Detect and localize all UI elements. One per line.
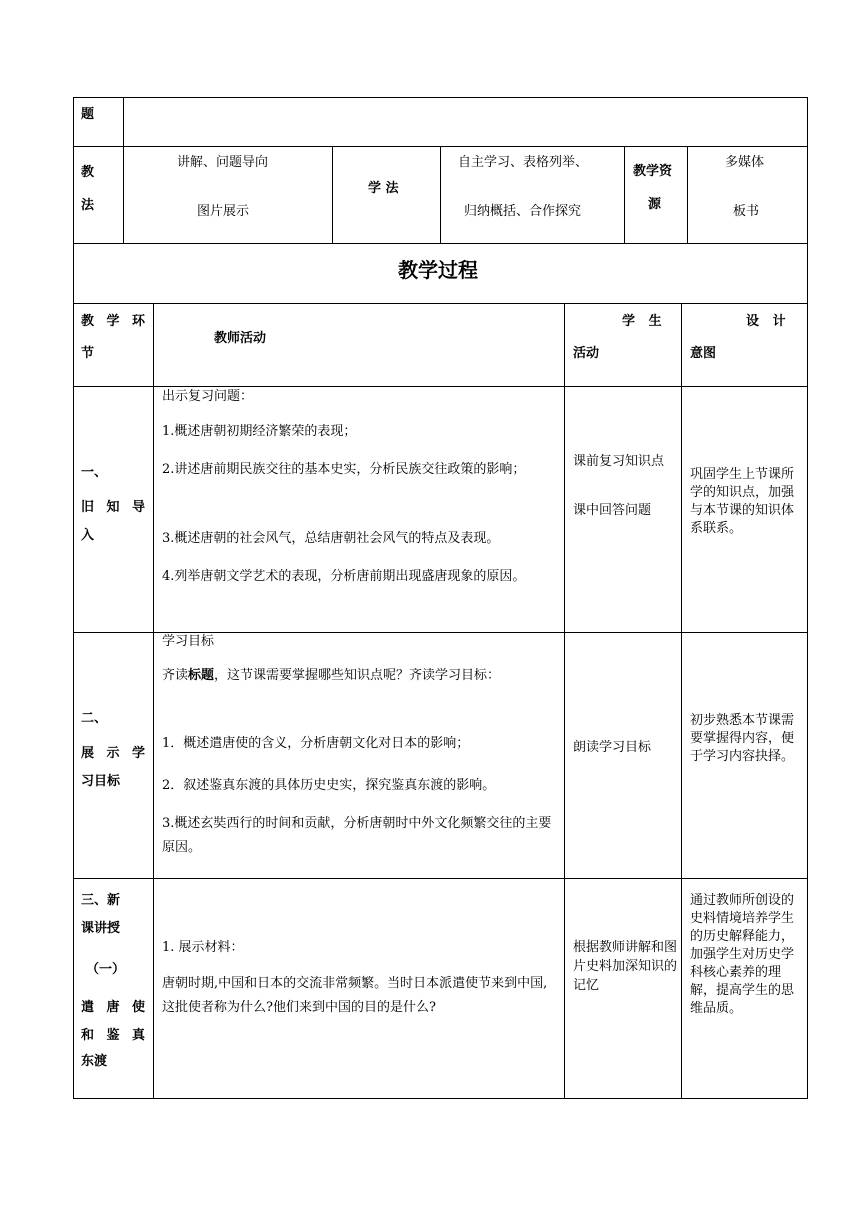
table-border-left xyxy=(73,97,74,1099)
title-label: 题 xyxy=(81,107,95,122)
teach-method-label-fa: 法 xyxy=(81,198,95,213)
section3-student-line1: 根据教师讲解和图片史料加深知识的记忆 xyxy=(573,940,678,993)
header-stage-line1: 教 学 环 xyxy=(81,314,145,329)
section1-student-line2: 课中回答问题 xyxy=(573,503,652,518)
col-divider xyxy=(440,146,441,244)
resource-label-line1: 教学资 xyxy=(633,164,673,179)
section2-teacher-item: 3.概述玄奘西行的时间和贡献，分析唐朝时中外文化频繁交往的主要原因。 xyxy=(162,816,552,855)
section2-intro-bold: 标题 xyxy=(188,668,215,683)
section3-stage-line6: 东渡 xyxy=(81,1054,108,1069)
section1-stage-line2: 旧 知 导 xyxy=(81,500,145,515)
row-divider xyxy=(73,303,808,304)
section2-teacher-item: 2．叙述鉴真东渡的具体历史史实，探究鉴真东渡的影响。 xyxy=(162,778,496,793)
section2-stage-line1: 二、 xyxy=(81,711,108,726)
section2-teacher-intro xyxy=(162,664,558,688)
section1-teacher-item: 3.概述唐朝的社会风气，总结唐朝社会风气的特点及表现。 xyxy=(162,531,500,546)
col-divider xyxy=(564,303,565,1099)
resource-label-line2: 源 xyxy=(648,197,662,212)
col-divider xyxy=(123,97,124,244)
teach-method-label-jiao: 教 xyxy=(81,165,95,180)
section1-design: 巩固学生上节课所学的知识点，加强与本节课的知识体系联系。 xyxy=(690,467,795,536)
section1-teacher-item: 2.讲述唐前期民族交往的基本史实，分析民族交往政策的影响； xyxy=(162,462,526,477)
section1-student-line1: 课前复习知识点 xyxy=(573,454,665,469)
teach-method-line2: 图片展示 xyxy=(197,204,250,219)
header-student-line1: 学 生 xyxy=(622,314,662,329)
section3-design: 通过教师所创设的史料情境培养学生的历史解释能力，加强学生对历史学科核心素养的理解，提高学生的思维品质。 xyxy=(690,893,795,1016)
section3-teacher-para: 唐朝时期,中国和日本的交流非常频繁。当时日本派遣使节来到中国,这批使者称为什么?他们来到中国的目的是什么? xyxy=(162,976,548,1015)
section2-teacher-heading: 学习目标 xyxy=(162,634,215,649)
section1-stage-line1: 一、 xyxy=(81,465,108,480)
process-title: 教学过程 xyxy=(398,258,478,282)
section1-teacher-item: 1.概述唐朝初期经济繁荣的表现； xyxy=(162,424,357,439)
header-teacher: 教师活动 xyxy=(214,331,267,346)
header-design-line1: 设 计 xyxy=(746,314,786,329)
row-divider xyxy=(73,386,808,387)
section3-teacher-heading: 1. 展示材料： xyxy=(162,940,244,955)
section2-design: 初步熟悉本节课需要掌握得内容，便于学习内容抉择。 xyxy=(690,713,795,764)
col-divider xyxy=(153,303,154,1099)
teach-method-line1: 讲解、问题导向 xyxy=(177,155,269,170)
section1-teacher-item: 4.列举唐朝文学艺术的表现，分析唐前期出现盛唐现象的原因。 xyxy=(162,569,526,584)
col-divider xyxy=(332,146,333,244)
section2-intro-part-a: 齐读 xyxy=(162,668,189,683)
table-border-right xyxy=(807,97,808,1099)
table-border-bottom xyxy=(73,1098,808,1099)
header-student-line2: 活动 xyxy=(573,346,600,361)
section3-stage-line1: 三、新 xyxy=(81,893,121,908)
table-border-top xyxy=(73,97,808,98)
col-divider xyxy=(681,303,682,1099)
section2-stage-line2: 展 示 学 xyxy=(81,746,145,761)
learn-method-line1: 自主学习、表格列举、 xyxy=(458,155,589,170)
section1-teacher-heading: 出示复习问题： xyxy=(162,389,254,404)
section2-student-line1: 朗读学习目标 xyxy=(573,740,652,755)
section3-stage-line4: 遣 唐 使 xyxy=(81,1000,145,1015)
section3-stage-line3: （一） xyxy=(86,962,126,977)
row-divider xyxy=(73,878,808,879)
resource-line1: 多媒体 xyxy=(725,155,765,170)
col-divider xyxy=(687,146,688,244)
section3-stage-line2: 课讲授 xyxy=(81,921,121,936)
col-divider xyxy=(624,146,625,244)
section2-intro-part-b: ，这节课需要掌握哪些知识点呢？齐读学习目标： xyxy=(214,668,501,683)
section3-stage-line5: 和 鉴 真 xyxy=(81,1028,145,1043)
section2-stage-line3: 习目标 xyxy=(81,774,121,789)
section1-stage-line3: 入 xyxy=(81,528,95,543)
section2-teacher-item: 1．概述遣唐使的含义，分析唐朝文化对日本的影响； xyxy=(162,736,470,751)
learn-method-label: 学 法 xyxy=(368,181,399,196)
header-stage-line2: 节 xyxy=(81,346,95,361)
header-design-line2: 意图 xyxy=(690,346,717,361)
resource-line2: 板书 xyxy=(733,204,760,219)
learn-method-line2: 归纳概括、合作探究 xyxy=(464,204,582,219)
